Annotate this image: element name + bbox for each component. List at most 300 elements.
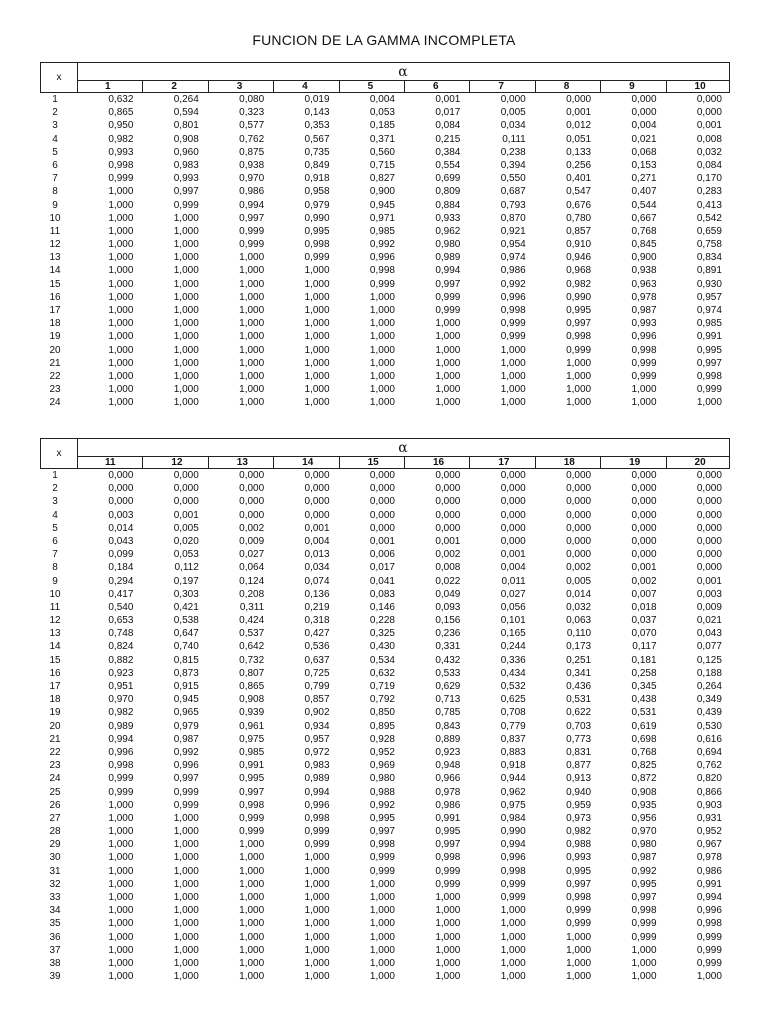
table-cell: 0,002	[435, 549, 461, 561]
table-cell: 1,000	[435, 357, 461, 369]
table-cell: 1,000	[369, 305, 395, 316]
table-cell: 0,999	[696, 384, 722, 396]
table-cell: 1,000	[369, 291, 395, 303]
table-cell: 0,156	[435, 615, 461, 627]
x-value: 4	[52, 509, 58, 521]
table-cell: 1,000	[435, 944, 461, 956]
table-cell: 1,000	[369, 331, 395, 343]
table-cell: 0,000	[631, 107, 657, 119]
table-cell: 0,000	[696, 562, 722, 574]
table-row	[40, 667, 730, 680]
table-cell: 1,000	[239, 397, 265, 409]
table-cell: 0,530	[696, 720, 722, 732]
table-cell: 1,000	[173, 957, 199, 969]
table-cell: 0,184	[108, 562, 134, 574]
table-cell: 0,264	[173, 94, 199, 105]
alpha-column-header: 5	[339, 81, 404, 93]
table-cell: 0,732	[239, 654, 265, 666]
table-row	[40, 957, 730, 970]
table-cell: 0,850	[369, 707, 395, 719]
table-cell: 0,068	[631, 146, 657, 158]
table-cell: 0,043	[108, 535, 134, 547]
table-cell: 0,999	[500, 878, 526, 890]
table-cell: 0,758	[696, 239, 722, 251]
table-cell: 0,889	[435, 733, 461, 745]
x-value: 18	[49, 318, 61, 330]
table-cell: 0,647	[173, 628, 199, 640]
alpha-column-header: 4	[273, 81, 338, 93]
table-row	[40, 944, 730, 957]
table-cell: 1,000	[108, 318, 134, 330]
table-cell: 1,000	[369, 357, 395, 369]
table-row	[40, 304, 730, 317]
table-cell: 0,999	[239, 225, 265, 237]
table-row	[40, 575, 730, 588]
table-cell: 1,000	[500, 918, 526, 930]
table-cell: 0,989	[304, 773, 330, 785]
x-value: 7	[52, 549, 58, 561]
table-cell: 0,997	[631, 892, 657, 903]
table-cell: 0,999	[566, 344, 592, 356]
table-cell: 1,000	[173, 331, 199, 343]
table-cell: 0,982	[566, 278, 592, 290]
x-value: 17	[49, 681, 61, 692]
table-cell: 0,971	[369, 212, 395, 224]
table-cell: 0,550	[500, 173, 526, 185]
table-cell: 0,994	[108, 733, 134, 745]
table-cell: 0,845	[631, 239, 657, 251]
x-value: 39	[49, 971, 61, 983]
table-cell: 0,988	[369, 786, 395, 798]
table-cell: 0,000	[696, 535, 722, 547]
table-cell: 0,994	[696, 892, 722, 903]
table-cell: 0,962	[500, 786, 526, 798]
table-cell: 0,939	[239, 707, 265, 719]
table-cell: 1,000	[108, 331, 134, 343]
table-cell: 0,000	[369, 509, 395, 521]
x-value: 29	[49, 839, 61, 851]
table-cell: 1,000	[173, 971, 199, 983]
table-cell: 0,051	[566, 133, 592, 145]
table-row	[40, 119, 730, 132]
table-cell: 1,000	[500, 957, 526, 969]
x-value: 11	[49, 601, 61, 613]
table-cell: 0,005	[566, 575, 592, 587]
table-cell: 0,998	[631, 905, 657, 917]
table-cell: 0,053	[369, 107, 395, 119]
table-cell: 0,219	[304, 601, 330, 613]
table-cell: 0,959	[566, 799, 592, 811]
gamma-table-alpha-11-20	[40, 438, 730, 983]
x-value: 26	[49, 799, 61, 811]
table-cell: 1,000	[173, 865, 199, 877]
table-cell: 1,000	[108, 957, 134, 969]
table-cell: 0,294	[108, 575, 134, 587]
table-cell: 0,000	[435, 470, 461, 481]
table-cell: 0,997	[239, 786, 265, 798]
table-cell: 0,989	[108, 720, 134, 732]
table-cell: 0,902	[304, 707, 330, 719]
table-cell: 1,000	[108, 357, 134, 369]
table-cell: 0,112	[174, 562, 199, 574]
table-cell: 0,918	[304, 173, 330, 185]
table-cell: 0,000	[500, 94, 526, 105]
table-cell: 0,567	[304, 133, 330, 145]
alpha-column-header: 15	[339, 457, 404, 469]
table-cell: 0,857	[304, 694, 330, 706]
table-cell: 1,000	[108, 905, 134, 917]
table-cell: 1,000	[304, 957, 330, 969]
table-cell: 0,000	[500, 535, 526, 547]
table-cell: 0,001	[696, 575, 722, 587]
table-cell: 0,999	[566, 918, 592, 930]
table-row	[40, 693, 730, 706]
table-cell: 1,000	[500, 944, 526, 956]
table-cell: 0,999	[435, 305, 461, 316]
table-cell: 1,000	[239, 331, 265, 343]
table-cell: 0,930	[696, 278, 722, 290]
table-cell: 0,999	[435, 878, 461, 890]
table-cell: 1,000	[173, 305, 199, 316]
table-cell: 0,725	[304, 667, 330, 679]
table-cell: 0,000	[566, 535, 592, 547]
table-cell: 1,000	[369, 370, 395, 382]
table-cell: 0,999	[173, 799, 199, 811]
table-cell: 1,000	[108, 252, 134, 264]
table-cell: 0,824	[108, 641, 134, 653]
table-cell: 0,785	[435, 707, 461, 719]
table-cell: 0,997	[239, 212, 265, 224]
table-cell: 0,996	[369, 252, 395, 264]
table-cell: 0,000	[631, 522, 657, 534]
table-cell: 0,998	[500, 305, 526, 316]
alpha-column-header: 3	[208, 81, 273, 93]
table-cell: 0,820	[696, 773, 722, 785]
table-cell: 1,000	[435, 331, 461, 343]
x-value: 9	[52, 575, 58, 587]
table-cell: 1,000	[108, 799, 134, 811]
table-cell: 0,133	[566, 146, 592, 158]
table-row	[40, 746, 730, 759]
table-cell: 0,809	[435, 186, 461, 198]
table-cell: 0,014	[566, 588, 592, 600]
table-cell: 0,110	[566, 628, 592, 640]
table-cell: 0,625	[500, 694, 526, 706]
table-cell: 1,000	[369, 918, 395, 930]
table-cell: 0,998	[566, 892, 592, 903]
table-cell: 0,000	[108, 483, 134, 495]
table-cell: 0,401	[566, 173, 592, 185]
x-value: 22	[49, 370, 61, 382]
table-cell: 0,000	[696, 94, 722, 105]
table-cell: 1,000	[239, 291, 265, 303]
table-cell: 0,000	[631, 94, 657, 105]
table-cell: 0,000	[566, 94, 592, 105]
table-cell: 1,000	[173, 318, 199, 330]
table-cell: 0,999	[108, 773, 134, 785]
table-cell: 0,983	[173, 159, 199, 171]
table-cell: 0,779	[500, 720, 526, 732]
x-value: 33	[49, 892, 61, 903]
table-cell: 0,000	[566, 522, 592, 534]
table-cell: 0,978	[631, 291, 657, 303]
table-cell: 0,694	[696, 746, 722, 758]
table-cell: 1,000	[566, 397, 592, 409]
table-cell: 1,000	[304, 318, 330, 330]
table-cell: 0,928	[369, 733, 395, 745]
table-cell: 0,013	[304, 549, 330, 561]
table-cell: 1,000	[631, 971, 657, 983]
table-cell: 0,934	[304, 720, 330, 732]
table-cell: 1,000	[304, 357, 330, 369]
x-value: 27	[49, 812, 61, 824]
table-cell: 0,258	[631, 667, 657, 679]
table-cell: 0,000	[631, 549, 657, 561]
table-cell: 0,077	[696, 641, 722, 653]
table-body	[40, 469, 730, 983]
table-cell: 0,996	[304, 799, 330, 811]
table-cell: 0,438	[631, 694, 657, 706]
table-cell: 0,985	[239, 746, 265, 758]
table-cell: 0,908	[239, 694, 265, 706]
table-cell: 0,998	[435, 852, 461, 864]
table-cell: 0,972	[304, 746, 330, 758]
table-cell: 1,000	[108, 918, 134, 930]
table-cell: 1,000	[173, 944, 199, 956]
table-row	[40, 878, 730, 891]
table-cell: 0,125	[696, 654, 722, 666]
table-cell: 0,027	[500, 588, 526, 600]
table-cell: 0,002	[239, 522, 265, 534]
table-cell: 0,345	[631, 681, 657, 692]
table-cell: 0,933	[435, 212, 461, 224]
table-cell: 0,999	[500, 892, 526, 903]
table-cell: 0,994	[239, 199, 265, 211]
table-cell: 0,995	[566, 865, 592, 877]
x-value: 9	[52, 199, 58, 211]
table-cell: 0,982	[566, 826, 592, 838]
table-cell: 0,124	[239, 575, 265, 587]
table-cell: 1,000	[108, 865, 134, 877]
table-cell: 0,998	[631, 344, 657, 356]
table-cell: 0,957	[696, 291, 722, 303]
table-cell: 0,000	[631, 483, 657, 495]
table-cell: 0,999	[696, 944, 722, 956]
table-cell: 1,000	[108, 839, 134, 851]
table-cell: 0,997	[173, 186, 199, 198]
table-cell: 0,002	[631, 575, 657, 587]
table-cell: 0,960	[173, 146, 199, 158]
table-cell: 1,000	[108, 278, 134, 290]
table-cell: 0,768	[631, 746, 657, 758]
table-cell: 0,000	[239, 483, 265, 495]
table-cell: 0,999	[173, 786, 199, 798]
table-cell: 0,793	[500, 199, 526, 211]
table-cell: 0,999	[500, 318, 526, 330]
table-cell: 1,000	[500, 905, 526, 917]
x-value: 17	[49, 305, 61, 316]
table-cell: 0,992	[500, 278, 526, 290]
table-cell: 0,238	[500, 146, 526, 158]
table-cell: 0,001	[696, 120, 722, 132]
table-cell: 1,000	[108, 892, 134, 903]
table-cell: 0,956	[631, 812, 657, 824]
table-cell: 1,000	[304, 944, 330, 956]
table-row	[40, 146, 730, 159]
table-cell: 0,632	[108, 94, 134, 105]
table-cell: 0,998	[369, 265, 395, 277]
table-cell: 0,873	[173, 667, 199, 679]
table-cell: 0,099	[108, 549, 134, 561]
table-cell: 0,908	[173, 133, 199, 145]
table-cell: 0,987	[631, 852, 657, 864]
table-cell: 0,000	[566, 470, 592, 481]
table-cell: 0,993	[173, 173, 199, 185]
table-cell: 0,303	[173, 588, 199, 600]
table-cell: 0,430	[369, 641, 395, 653]
table-cell: 1,000	[173, 265, 199, 277]
table-cell: 0,244	[500, 641, 526, 653]
table-cell: 1,000	[239, 918, 265, 930]
table-cell: 1,000	[108, 812, 134, 824]
table-cell: 1,000	[239, 318, 265, 330]
table-cell: 1,000	[173, 878, 199, 890]
table-cell: 1,000	[108, 931, 134, 943]
table-cell: 0,407	[631, 186, 657, 198]
table-cell: 0,968	[566, 265, 592, 277]
table-cell: 0,439	[696, 707, 722, 719]
table-cell: 0,560	[369, 146, 395, 158]
table-cell: 0,041	[369, 575, 395, 587]
table-cell: 0,676	[566, 199, 592, 211]
table-cell: 0,946	[566, 252, 592, 264]
table-cell: 0,594	[173, 107, 199, 119]
table-cell: 0,000	[500, 522, 526, 534]
table-cell: 0,999	[631, 931, 657, 943]
table-cell: 0,629	[435, 681, 461, 692]
table-cell: 0,311	[239, 601, 265, 613]
table-row	[40, 654, 730, 667]
table-cell: 0,900	[631, 252, 657, 264]
table-row	[40, 601, 730, 614]
table-row	[40, 627, 730, 640]
table-cell: 0,251	[566, 654, 592, 666]
table-cell: 0,999	[369, 852, 395, 864]
table-cell: 0,965	[173, 707, 199, 719]
table-cell: 0,997	[566, 318, 592, 330]
table-cell: 0,531	[566, 694, 592, 706]
table-cell: 0,000	[696, 470, 722, 481]
table-cell: 0,713	[435, 694, 461, 706]
x-value: 24	[49, 397, 61, 409]
table-cell: 1,000	[173, 344, 199, 356]
table-cell: 0,999	[369, 865, 395, 877]
table-cell: 0,427	[304, 628, 330, 640]
table-cell: 0,998	[696, 370, 722, 382]
table-cell: 0,997	[566, 878, 592, 890]
table-row	[40, 291, 730, 304]
x-value: 2	[52, 483, 58, 495]
table-cell: 0,807	[239, 667, 265, 679]
table-cell: 0,996	[631, 331, 657, 343]
table-row	[40, 680, 730, 693]
table-cell: 0,945	[173, 694, 199, 706]
x-value: 1	[52, 470, 58, 481]
table-cell: 0,987	[173, 733, 199, 745]
x-value: 23	[49, 384, 61, 396]
table-cell: 0,000	[435, 522, 461, 534]
table-cell: 0,991	[435, 812, 461, 824]
table-cell: 0,999	[173, 199, 199, 211]
table-cell: 0,996	[500, 852, 526, 864]
table-cell: 1,000	[304, 878, 330, 890]
table-cell: 1,000	[631, 384, 657, 396]
table-cell: 0,037	[631, 615, 657, 627]
table-cell: 0,020	[173, 535, 199, 547]
table-cell: 0,982	[108, 133, 134, 145]
table-cell: 0,957	[304, 733, 330, 745]
table-cell: 0,000	[631, 470, 657, 481]
table-row	[40, 759, 730, 772]
table-cell: 1,000	[631, 957, 657, 969]
table-cell: 0,996	[696, 905, 722, 917]
table-cell: 1,000	[173, 212, 199, 224]
table-cell: 1,000	[173, 918, 199, 930]
table-cell: 0,982	[108, 707, 134, 719]
table-cell: 0,703	[566, 720, 592, 732]
table-cell: 0,197	[173, 575, 199, 587]
table-cell: 0,980	[631, 839, 657, 851]
table-cell: 1,000	[173, 812, 199, 824]
table-cell: 0,000	[173, 470, 199, 481]
table-cell: 0,998	[500, 865, 526, 877]
table-cell: 0,049	[435, 588, 461, 600]
x-value: 19	[49, 331, 61, 343]
table-cell: 0,667	[631, 212, 657, 224]
table-cell: 1,000	[173, 905, 199, 917]
table-cell: 0,998	[108, 159, 134, 171]
table-row	[40, 522, 730, 535]
table-cell: 0,931	[696, 812, 722, 824]
table-cell: 0,004	[631, 120, 657, 132]
alpha-column-headers	[77, 80, 729, 93]
table-cell: 0,434	[500, 667, 526, 679]
table-cell: 0,825	[631, 760, 657, 772]
table-cell: 0,998	[369, 839, 395, 851]
table-cell: 0,413	[696, 199, 722, 211]
table-cell: 0,000	[369, 470, 395, 481]
table-cell: 0,938	[239, 159, 265, 171]
alpha-column-header: 6	[404, 81, 469, 93]
table-cell: 0,994	[304, 786, 330, 798]
table-cell: 1,000	[108, 971, 134, 983]
table-cell: 0,542	[696, 212, 722, 224]
table-cell: 0,009	[696, 601, 722, 613]
table-cell: 0,989	[435, 252, 461, 264]
x-value: 8	[52, 186, 58, 198]
table-cell: 0,208	[239, 588, 265, 600]
table-cell: 0,019	[304, 94, 330, 105]
table-cell: 1,000	[173, 239, 199, 251]
table-cell: 0,043	[696, 628, 722, 640]
table-cell: 0,996	[108, 746, 134, 758]
table-cell: 1,000	[173, 225, 199, 237]
table-cell: 1,000	[500, 931, 526, 943]
table-row	[40, 185, 730, 198]
table-row	[40, 344, 730, 357]
table-cell: 0,236	[435, 628, 461, 640]
table-cell: 0,070	[631, 628, 657, 640]
